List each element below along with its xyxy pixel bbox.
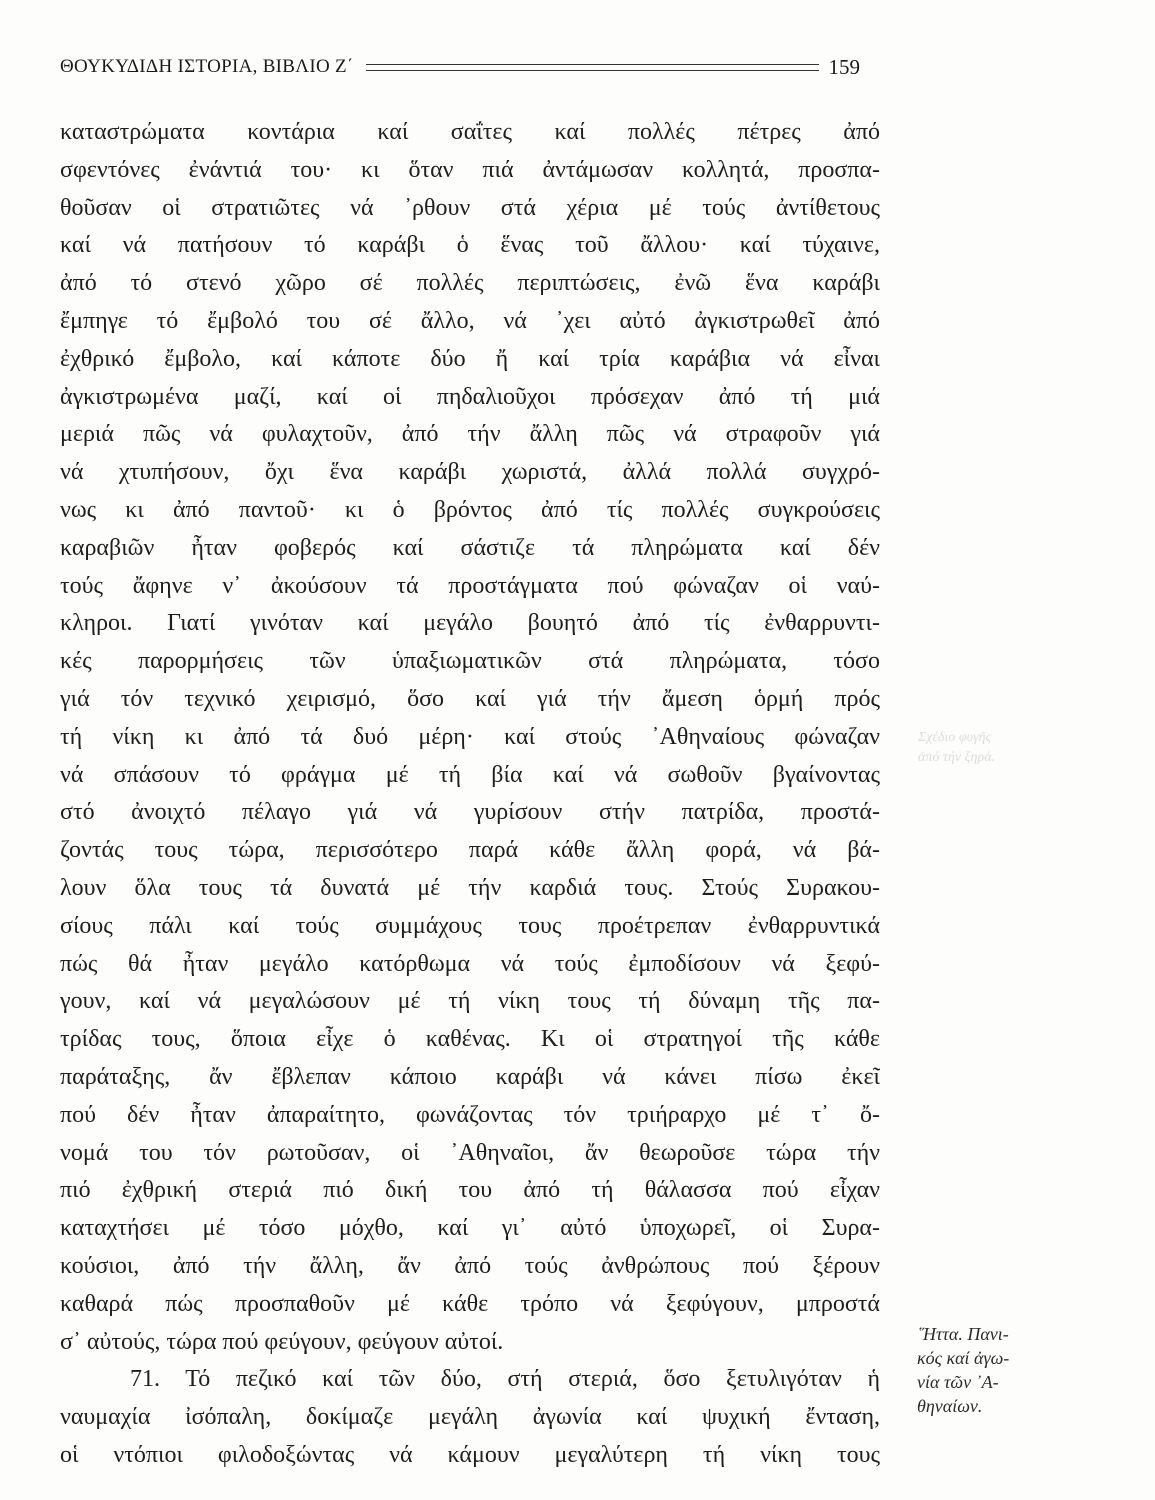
margin-note (917, 1322, 1037, 1418)
text-line: θοῦσαν οἱ στρατιῶτες νά ᾿ρθουν στά χέρια μέ τούς ἀντίθετους (60, 194, 880, 221)
text-line: πιό ἐχθρική στεριά πιό δική του ἀπό τή θάλασσα πού εἶχαν (60, 1177, 880, 1204)
text-line: παράταξης, ἄν ἔβλεπαν κάποιο καράβι νά κάνει πίσω ἐκεῖ (60, 1063, 880, 1090)
margin-note-line: ῞Ηττα. Πανι- (917, 1324, 1009, 1344)
text-line: σφεντόνες ἐνάντιά του· κι ὅταν πιά ἀντάμωσαν κολλητά, προσπα- (60, 156, 880, 183)
text-line: κούσιοι, ἀπό τήν ἄλλη, ἄν ἀπό τούς ἀνθρώπους πού ξέρουν (60, 1252, 880, 1279)
text-line: γιά τόν τεχνικό χειρισμό, ὅσο καί γιά τήν ἄμεση ὁρμή πρός (60, 685, 880, 712)
text-line: πού δέν ἦταν ἀπαραίτητο, φωνάζοντας τόν τριήραρχο μέ τ᾿ ὄ- (60, 1101, 880, 1128)
page-number: 159 (828, 54, 860, 79)
text-line: γουν, καί νά μεγαλώσουν μέ τή νίκη τους τή δύναμη τῆς πα- (60, 988, 880, 1015)
text-line: μεριά πῶς νά φυλαχτοῦν, ἀπό τήν ἄλλη πῶς νά στραφοῦν γιά (60, 421, 880, 448)
text-line: τούς ἄφηνε ν᾿ ἀκούσουν τά προστάγματα πού φώναζαν οἱ ναύ- (60, 572, 880, 599)
page-header (60, 52, 860, 82)
running-title: ΘΟΥΚΥΔΙΔΗ ΙΣΤΟΡΙΑ, ΒΙΒΛΙΟ Ζ΄ (60, 56, 354, 77)
body-text (60, 114, 880, 1475)
text-line: πώς θά ἦταν μεγάλο κατόρθωμα νά τούς ἐμποδίσουν νά ξεφύ- (60, 950, 880, 977)
text-line: νομά του τόν ρωτοῦσαν, οἱ ᾿Αθηναῖοι, ἄν θεωροῦσε τώρα τήν (60, 1139, 880, 1166)
text-line: στό ἀνοιχτό πέλαγο γιά νά γυρίσουν στήν πατρίδα, προστά- (60, 799, 880, 826)
text-line: καταχτήσει μέ τόσο μόχθο, καί γι᾿ αὐτό ὑποχωρεῖ, οἱ Συρα- (60, 1215, 880, 1242)
text-line: λουν ὅλα τους τά δυνατά μέ τήν καρδιά τους. Στούς Συρακου- (60, 874, 880, 901)
show-through-line: ἀπό τήν ξηρά. (918, 750, 996, 765)
text-line: ζοντάς τους τώρα, περισσότερο παρά κάθε ἄλλη φορά, νά βά- (60, 837, 880, 864)
text-line: καταστρώματα κοντάρια καί σαΐτες καί πολλές πέτρες ἀπό (60, 119, 880, 145)
margin-note-line: νία τῶν ᾿Α- (917, 1372, 999, 1392)
text-line: νά χτυπήσουν, ὄχι ἕνα καράβι χωριστά, ἀλλά πολλά συγχρό- (60, 459, 880, 486)
show-through-margin-note (918, 728, 1048, 768)
chapter-71-first-line: 71. Τό πεζικό καί τῶν δύο, στή στεριά, ὅσο ξετυλιγόταν ἡ (130, 1366, 880, 1393)
text-line: τή νίκη κι ἀπό τά δυό μέρη· καί στούς ᾿Αθηναίους φώναζαν (60, 723, 880, 750)
text-line: καθαρά πώς προσπαθοῦν μέ κάθε τρόπο νά ξεφύγουν, μπροστά (60, 1290, 880, 1317)
text-line: ἔμπηγε τό ἔμβολό του σέ ἄλλο, νά ᾿χει αὐτό ἀγκιστρωθεῖ ἀπό (60, 307, 880, 334)
text-line: κληροι. Γιατί γινόταν καί μεγάλο βουητό ἀπό τίς ἐνθαρρυντι- (60, 610, 880, 637)
text-line: ναυμαχία ἰσόπαλη, δοκίμαζε μεγάλη ἀγωνία καί ψυχική ἔνταση, (60, 1404, 880, 1431)
text-line: καραβιῶν ἦταν φοβερός καί σάστιζε τά πληρώματα καί δέν (60, 534, 880, 561)
text-line: ἀπό τό στενό χῶρο σέ πολλές περιπτώσεις, ἐνῶ ἕνα καράβι (60, 270, 880, 297)
text-line: οἱ ντόπιοι φιλοδοξώντας νά κάμουν μεγαλύτερη τή νίκη τους (60, 1441, 880, 1468)
text-line: νως κι ἀπό παντοῦ· κι ὁ βρόντος ἀπό τίς πολλές συγκρούσεις (60, 496, 880, 523)
text-line: κές παρορμήσεις τῶν ὑπαξιωματικῶν στά πληρώματα, τόσο (60, 648, 880, 675)
text-line: τρίδας τους, ὅποια εἶχε ὁ καθένας. Κι οἱ στρατηγοί τῆς κάθε (60, 1026, 880, 1053)
margin-note-line: θηναίων. (917, 1396, 983, 1416)
text-line: ἐχθρικό ἔμβολο, καί κάποτε δύο ἤ καί τρία καράβια νά εἶναι (60, 345, 880, 372)
header-rule (366, 64, 819, 71)
paragraph-end-line: σ᾿ αὐτούς, τώρα πού φεύγουν, φεύγουν αὐτοί. (60, 1328, 504, 1355)
text-line: νά σπάσουν τό φράγμα μέ τή βία καί νά σωθοῦν βγαίνοντας (60, 761, 880, 788)
text-line: σίους πάλι καί τούς συμμάχους τους προέτρεπαν ἐνθαρρυντικά (60, 912, 880, 939)
show-through-line: Σχέδιο φυγῆς (918, 730, 992, 745)
margin-note-line: κός καί ἀγω- (917, 1348, 1010, 1368)
text-line: καί νά πατήσουν τό καράβι ὁ ἕνας τοῦ ἄλλου· καί τύχαινε, (60, 232, 880, 259)
text-line: ἀγκιστρωμένα μαζί, καί οἱ πηδαλιοῦχοι πρόσεχαν ἀπό τή μιά (60, 383, 880, 410)
